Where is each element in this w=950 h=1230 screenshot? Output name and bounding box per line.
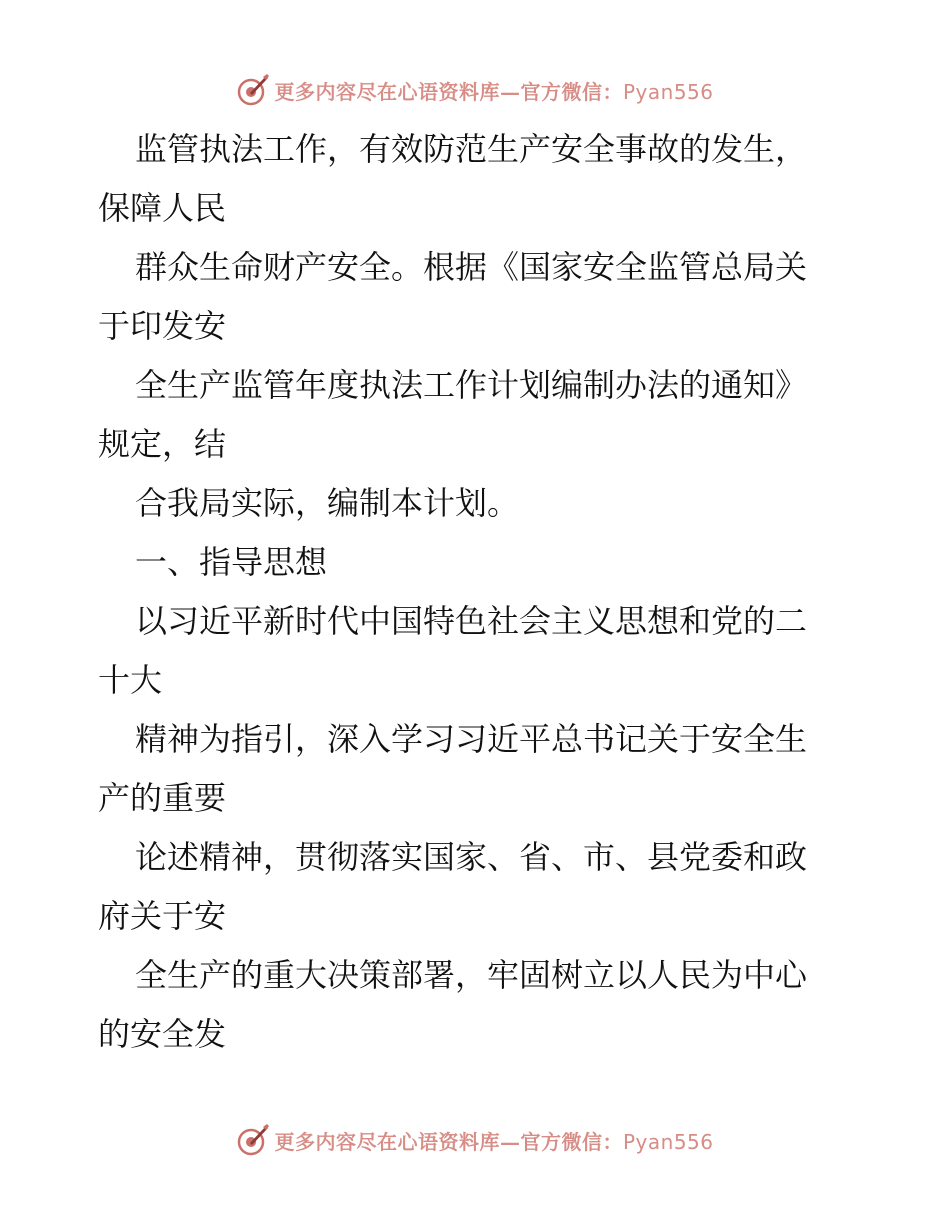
text-line: 群众生命财产安全。根据《国家安全监管总局关	[135, 248, 808, 286]
text-line: 十大	[98, 661, 163, 699]
header-watermark	[0, 70, 950, 110]
watermark-text: 更多内容尽在心语资料库—官方微信：Pyan556	[274, 1129, 714, 1154]
text-line: 的安全发	[98, 1015, 227, 1053]
watermark-text: 更多内容尽在心语资料库—官方微信：Pyan556	[274, 79, 714, 104]
text-line: 以习近平新时代中国特色社会主义思想和党的二	[135, 602, 808, 640]
document-body	[98, 120, 858, 1064]
watermark-contact: Pyan556	[622, 79, 714, 104]
text-line: 产的重要	[98, 779, 227, 817]
text-line: 府关于安	[98, 897, 227, 935]
watermark-contact: Pyan556	[622, 1129, 714, 1154]
text-line: 论述精神，贯彻落实国家、省、市、县党委和政	[135, 838, 808, 876]
text-line: 保障人民	[98, 189, 227, 227]
quill-seal-icon	[236, 1123, 270, 1157]
text-line: 规定，结	[98, 425, 227, 463]
text-line: 全生产的重大决策部署，牢固树立以人民为中心	[135, 956, 808, 994]
text-line: 全生产监管年度执法工作计划编制办法的通知》	[135, 366, 808, 404]
quill-seal-icon	[236, 73, 270, 107]
text-line: 监管执法工作，有效防范生产安全事故的发生，	[135, 130, 808, 168]
section-heading: 一、指导思想	[135, 543, 328, 581]
text-line: 合我局实际，编制本计划。	[135, 484, 520, 522]
text-line: 于印发安	[98, 307, 227, 345]
footer-watermark	[0, 1120, 950, 1160]
text-line: 精神为指引，深入学习习近平总书记关于安全生	[135, 720, 808, 758]
